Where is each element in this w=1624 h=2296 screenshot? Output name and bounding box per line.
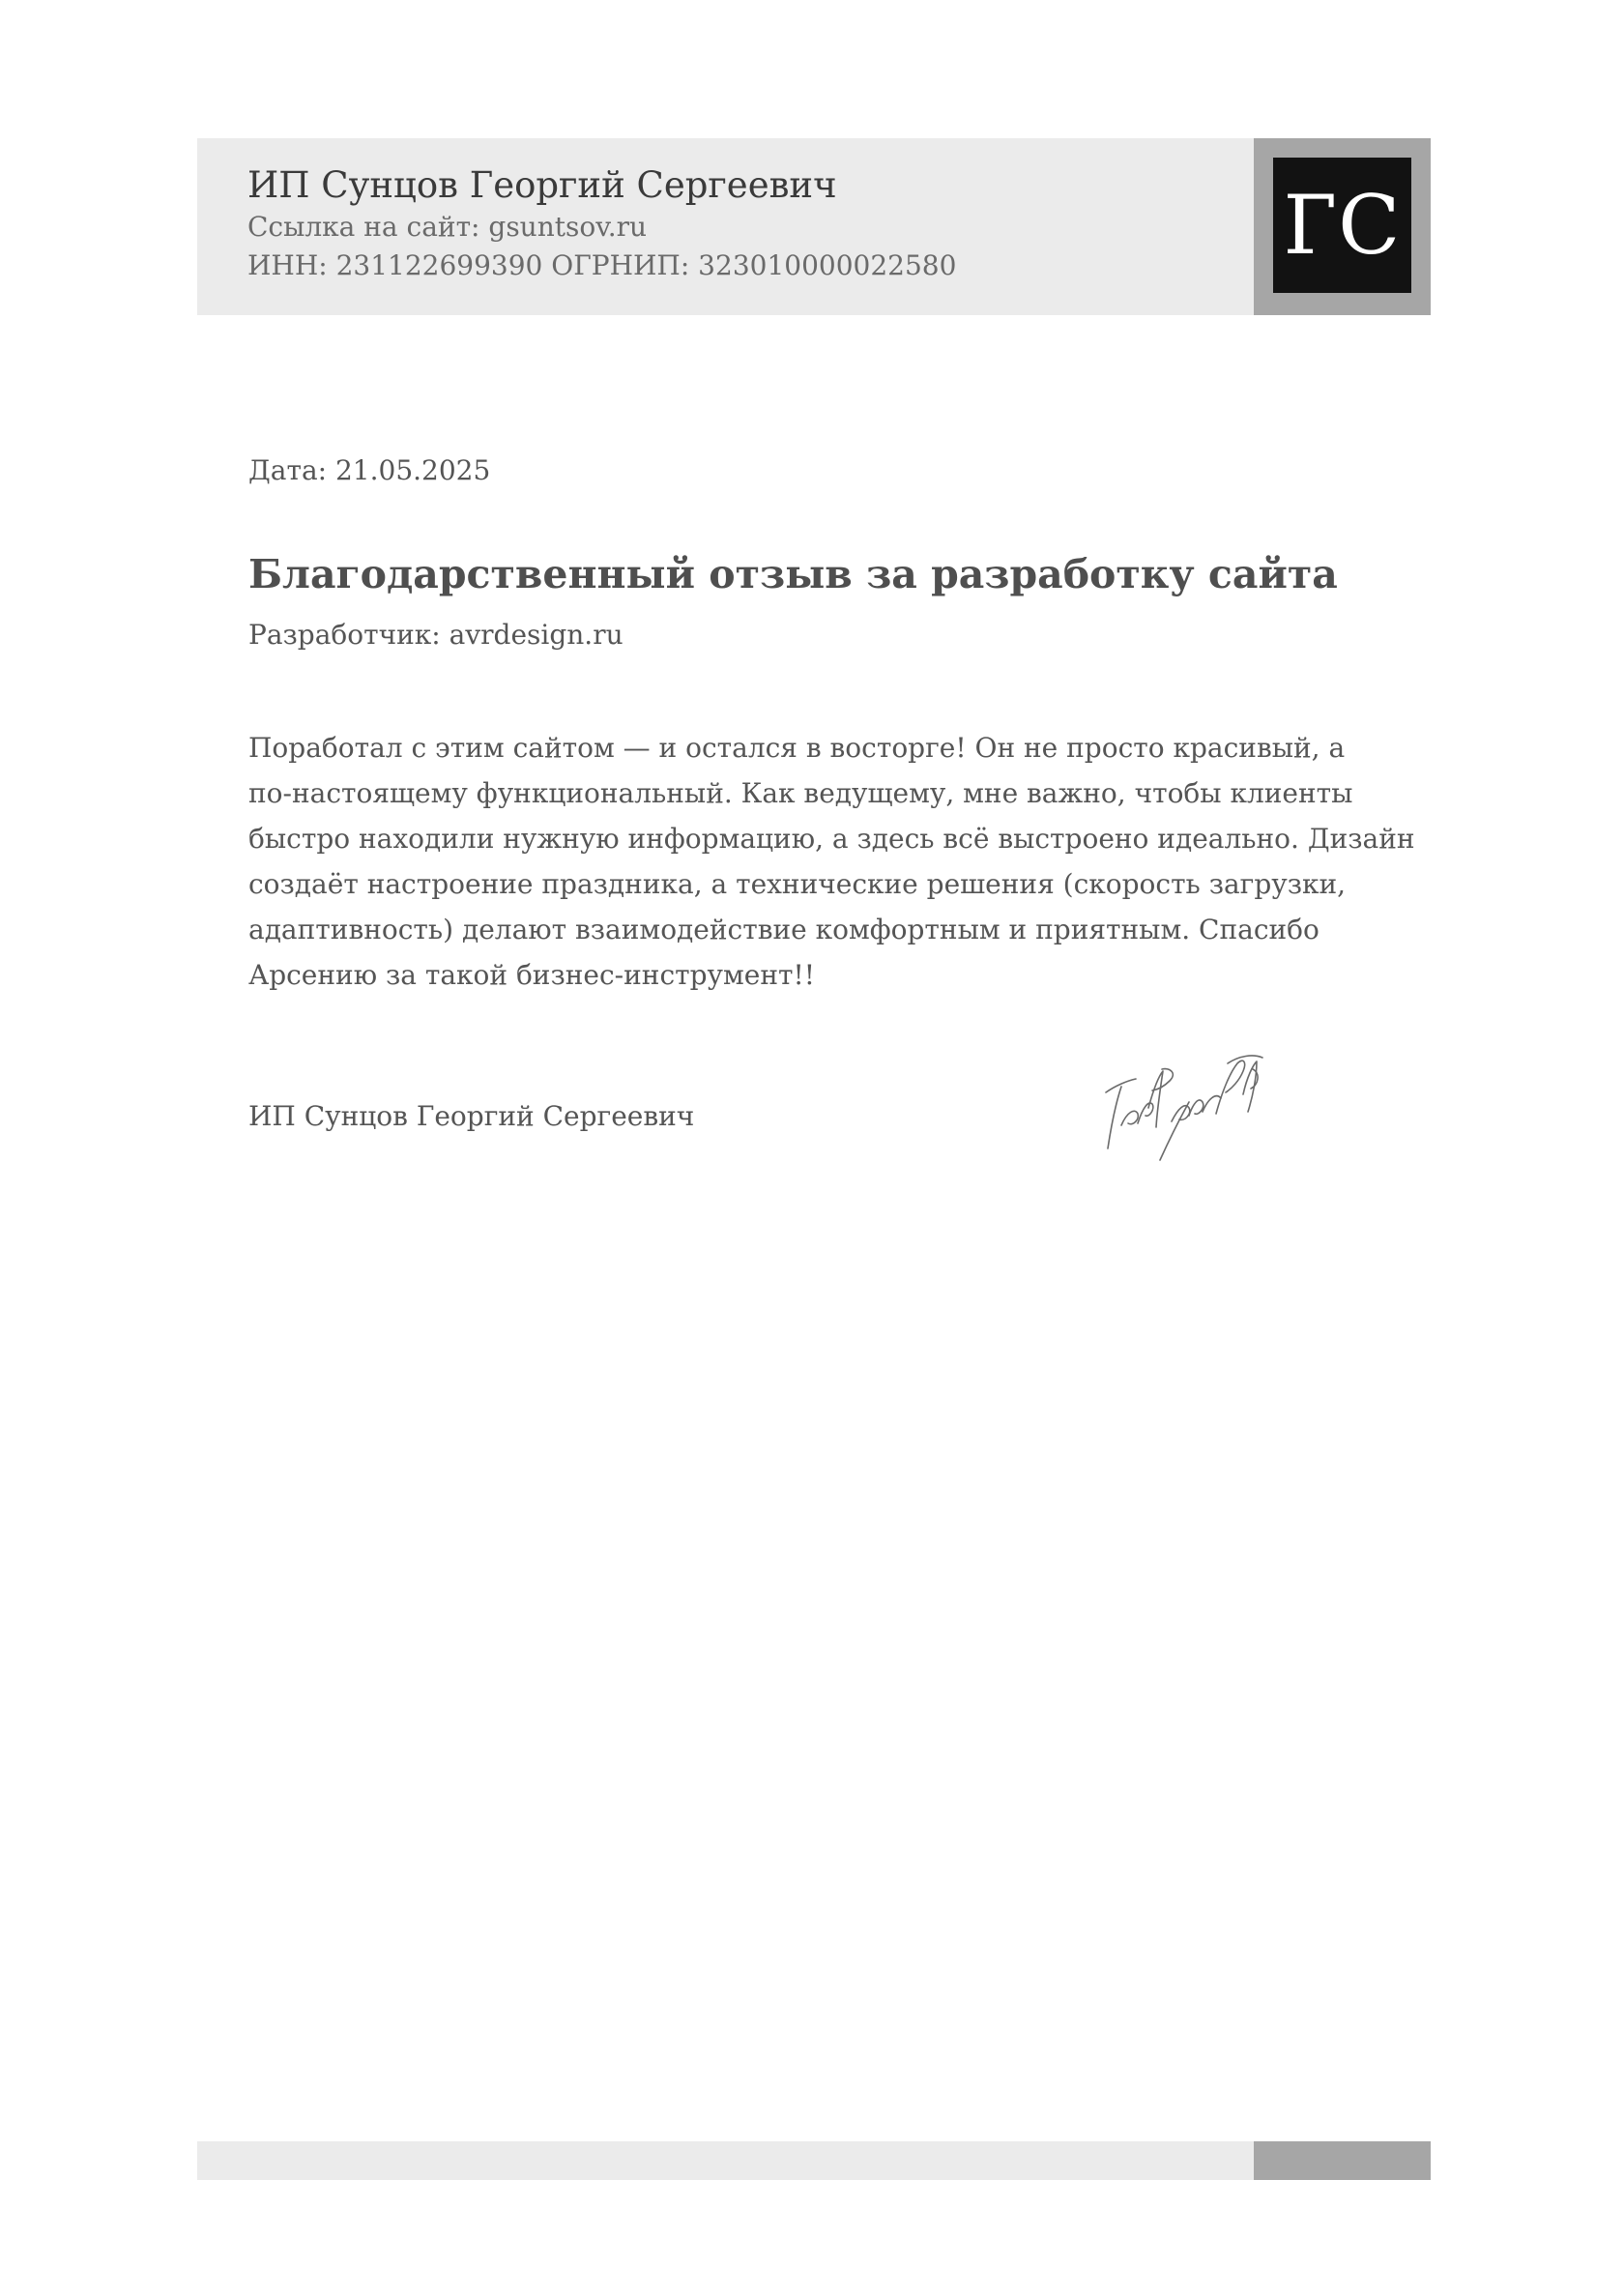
body-line: по-настоящему функциональный. Как ведущему, мне важно, чтобы клиенты bbox=[248, 777, 1353, 809]
letterhead bbox=[197, 138, 1431, 315]
signer-name: ИП Сунцов Георгий Сергеевич bbox=[248, 1100, 695, 1132]
company-name: ИП Сунцов Георгий Сергеевич bbox=[247, 164, 837, 206]
body-line: Поработал с этим сайтом — и остался в восторге! Он не просто красивый, а bbox=[248, 732, 1346, 764]
website-line: Ссылка на сайт: gsuntsov.ru bbox=[247, 211, 648, 243]
body-line: адаптивность) делают взаимодействие комфортным и приятным. Спасибо bbox=[248, 914, 1320, 945]
registration-ids: ИНН: 231122699390 ОГРНИП: 323010000022580 bbox=[247, 249, 957, 281]
letterhead-text bbox=[247, 163, 956, 285]
developer-line: Разработчик: avrdesign.ru bbox=[248, 619, 624, 651]
body-line: Арсению за такой бизнес-инструмент!! bbox=[248, 959, 816, 991]
footer-bar bbox=[197, 2141, 1431, 2180]
logo: ГС bbox=[1273, 158, 1411, 293]
footer-accent bbox=[1254, 2141, 1431, 2180]
letter-body bbox=[248, 725, 1437, 998]
body-line: создаёт настроение праздника, а технические решения (скорость загрузки, bbox=[248, 868, 1347, 900]
document-date: Дата: 21.05.2025 bbox=[248, 454, 491, 486]
logo-frame bbox=[1254, 138, 1431, 315]
document-title: Благодарственный отзыв за разработку сайта bbox=[248, 551, 1338, 597]
body-line: быстро находили нужную информацию, а здесь всё выстроено идеально. Дизайн bbox=[248, 823, 1415, 855]
handwritten-signature bbox=[1102, 1044, 1276, 1165]
